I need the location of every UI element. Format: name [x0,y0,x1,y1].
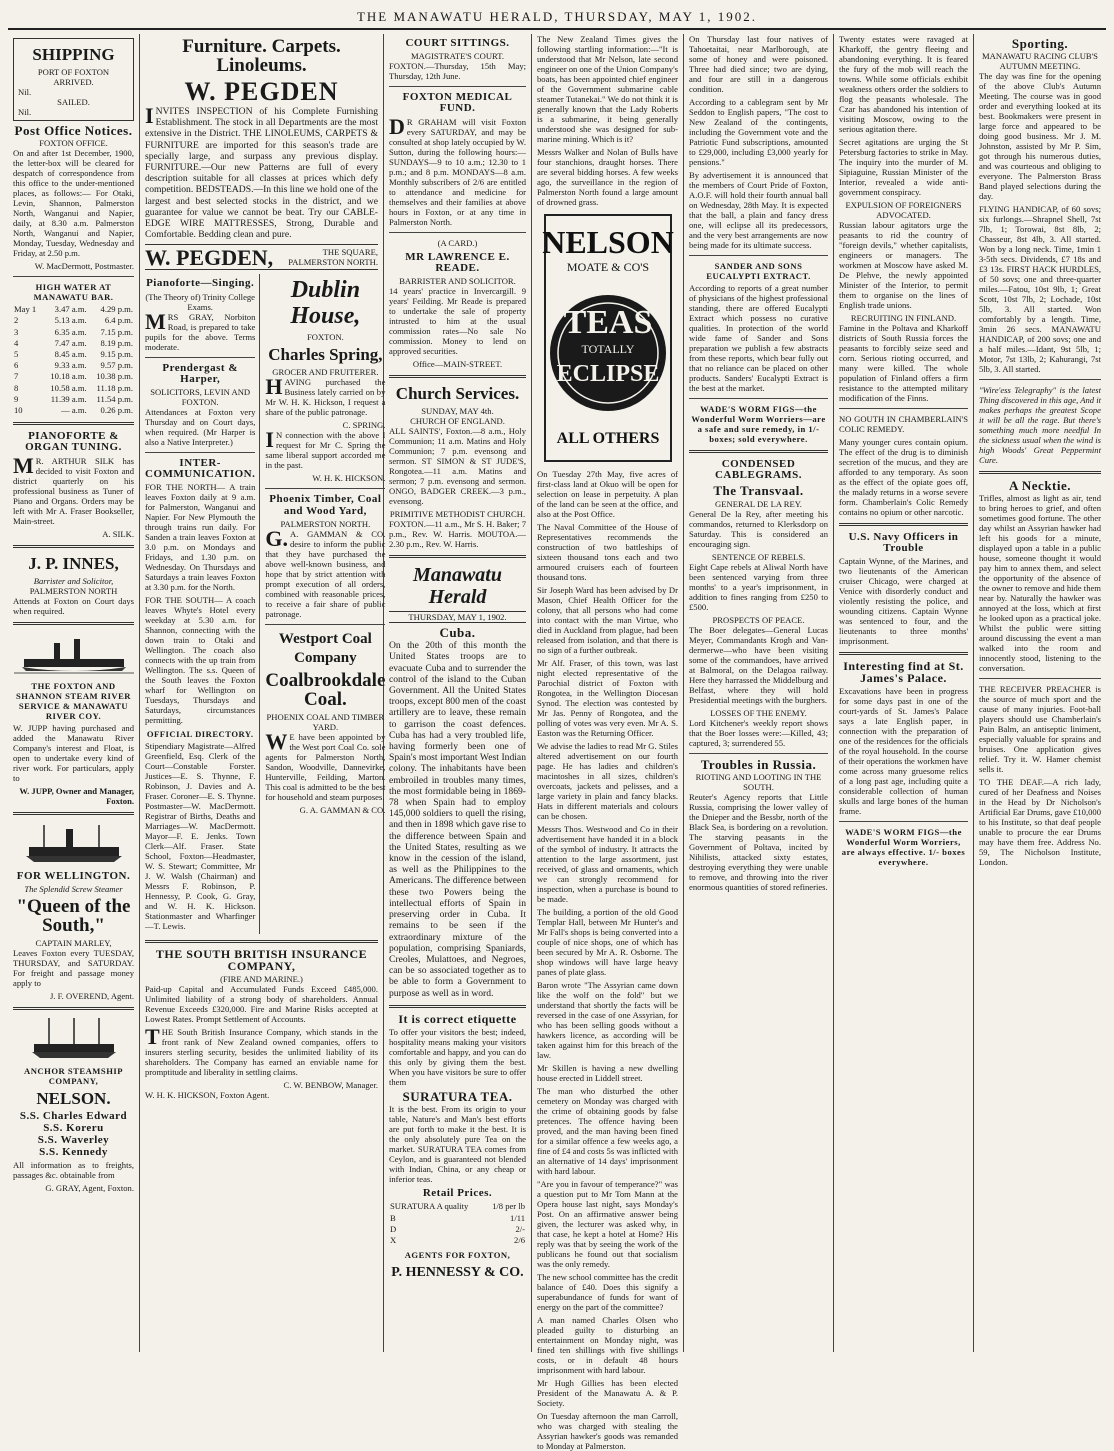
prendergast-body: Attendances at Foxton very Thursday and on Court days, when required. (Mr Harper is also a Native Interpreter.) [145,407,256,448]
losses-title: LOSSES OF THE ENEMY. [710,707,807,718]
medical-body: DR GRAHAM will visit Foxton every SATURDAY, and may be consulted at shop lately occupied by W. Sutton, during the following hours:— SUNDAYS—9 to 10 a.m.; 12.30 to 1 p.m.; and 8 p.m. MONDAYS—8 a.m. Monthly subscribers of 2/6 are entitled to attendance and medicine for themselves and their families at above hours in Foxton, or at any time in Palmerston North. [389,113,526,227]
tide-cell: 6.35 a.m. [54,326,87,337]
westport-body: WE have been appointed by the West port Coal Co. sole agents for Palmerston North, Sandon, Woodville, Dannevirke, Hunterville, Feilding, Marton. This coal is admitted to be the best for household and steam purposes. [265,728,386,802]
arrived-value: Nil. [18,87,32,97]
shipping-title: SHIPPING [32,45,115,64]
col6-body-2: Secret agitations are urging the St Petersburg factories to strike in May. The inquiry into the murder of M. Sipiaguine, Russian Minister of the Interior, revealed a wide anti-government conspiracy. [839,137,968,197]
singing-theory: (The Theory of) Trinity College Exams. [145,291,255,312]
finland-body: Famine in the Poltava and Kharkoff districts of South Russia forces the peasants to forcibly seize seed and corn. Serious rioting occurred, and many were killed. The whole population of Finland offers a firm resistance to the attempted military modification of the Finns. [839,323,968,403]
tide-row [13,327,134,338]
tide-cell: 10.58 a.m. [50,382,87,393]
court-sub: MAGISTRATE'S COURT. [410,51,505,62]
ship-name: S.S. Koreru [43,1122,104,1135]
prendergast-sub: SOLICITORS, LEVIN AND FOXTON. [150,387,251,408]
sailed-label: SAILED. [57,97,90,107]
tide-row [13,371,134,382]
tide-cell: May 1 [14,304,37,315]
innes-title: Barrister and Solicitor, [33,575,114,586]
wellington-steamer-icon [14,821,134,867]
col5-body-2: According to a cablegram sent by Mr Seddon to English papers, "The cost to New Zealand of the contingents, including the Government vote and the Patriotic Fund subscriptions, amounted to £29,000, including £3,000 yearly for pensions." [689,97,828,167]
col4-body-3: On Tuesday 27th May, five acres of first-class land at Okuo will be open for selection on lease in perpetuity. A plan of the land can be seen at the office, and also at the Post Office. [537,469,678,519]
steamer-intro: The Splendid Screw Steamer [24,883,123,894]
pegden-body: INVITES INSPECTION of his Complete Furnishing Establishment. The stock in all Departments are the most extensive in the District. THE LINOLEUMS, CARPETS & FURNITURE are imported for this season's trade are specially large, and surpass any previous display. FURNITURE.—Our new Patterns are full of every description suitable for all classes at prices which defy competition. BEDSTEADS.—In this line we hold one of the largest and best selected stocks in the district, and we guarantee for value we cannot be beat. Try our CABLE-EDGE WIRE MATTRESSES, Strong, Durable and Comfortable. Bedding clean and pure. [145,103,378,241]
ship-name: S.S. Waverley [37,1134,110,1147]
church-body: ALL SAINTS', Foxton.—8 a.m., Holy Communion; 11 a.m. Matins and Holy Communion; 7 p.m. evensong and sermon. ST SIMON & ST JUDE'S, Rongotea.—11 a.m. Matins and sermon; 7 p.m. evensong and sermon. ONGO, BADGER CREEK.—3 p.m., evensong. [389,426,526,507]
tide-cell: 7 [14,371,19,382]
col5-body-3: By advertisement it is announced that the members of Court Pride of Foxton, A.O.F. will hold their fourth annual ball on Wednesday, 28th May. It is expected that the ball, a plain and fancy dress one, will eclipse all its predecessors, and the very best arrangements are now being made for its ultimate success. [689,170,828,250]
tide-cell: 5 [14,349,19,360]
tide-cell: 0.26 p.m. [100,405,133,416]
tide-cell: 6.4 p.m. [104,315,133,326]
inter-body-south: FOR THE SOUTH— A coach leaves Whyte's Hotel every weekday at 5.30 a.m. for Shannon, connecting with the down train to Otaki and Wellington. The coach also connects with the up train from Wellington. The s.s. Queen of the South leaves the Foxton wharf for Wellington on Tuesdays, Thursdays and Saturdays, circumstances permitting. [145,595,256,726]
pegden-address: THE SQUARE, PALMERSTON NORTH. [288,247,378,268]
tide-cell: 9.15 p.m. [100,349,133,360]
tide-row [13,338,134,349]
col4-body-4: The Naval Committee of the House of Representatives recommends the construction of two battleships of sixteen thousand tons each and two armoured cruisers each of fourteen thousand tons. [537,522,678,582]
tide-cell: 9.57 p.m. [100,360,133,371]
meeting-body: The day was fine for the opening of the above Club's Autumn Meeting. The course was in good order and everything looked at its best. Bookmakers were present in large force and appeared to be doing good business. Mr J. M. Johnston, assisted by Mr P. Sim, got through his numerous duties, and was courteous and obliging to everyone. The Palmerston Brass Band played selections during the day. [979,71,1101,202]
nelson-teas: TEAS [563,304,652,341]
etiquette-title: It is correct etiquette [398,1011,517,1026]
col6-body-1: Twenty estates were ravaged at Kharkoff, the gentry fleeing and abandoning everything. It is feared the fury of the mob will reach the towns. While some officials exhibit weakness others order the soldiers to flog the peasants wholesale. The Czar has abandoned his intention of visiting Moscow, owing to the serious agitation there. [839,34,968,134]
expulsion-body: Russian labour agitators urge the peasants to rid the country of "foreign devils," whether capitalists, engineers or managers. The workmen at Moscow have asked M. De Plehve, the newly appointed Minister of the Interior, to permit them to organise on the lines of English trade unions. [839,220,968,310]
navy-title: U.S. Navy Officers in Trouble [848,531,959,555]
sanden-title: SANDER AND SONS EUCALYPTI EXTRACT. [706,261,811,281]
column-4 [532,34,684,1451]
sanden-body: According to reports of a great number of physicians of the highest professional standing, there are offered Eucalypti Extract which possess no curative qualities. In protection of the world wide fame of Sander and Sons preparation we publish a few abstracts from these reports, which bear fully out that no reliance can be placed on other products. Sanders' Eucalypti Extract is the best at the market. [689,283,828,393]
anchor-title: ANCHOR STEAMSHIP COMPANY, [24,1065,123,1086]
sporting-title: Sporting. [1011,36,1069,51]
paper-title: Manawatu Herald [413,564,502,609]
column-2 [140,34,384,1352]
nelson-brand: NELSON [541,224,674,260]
col4-body-2: Messrs Walker and Nolan of Bulls have four stanchions, draught horses. There are several bidding horses. A few weeks ago, the surveillance in the region of Palmerston North found a large amount of drowned grass. [537,147,678,207]
reade-office: Office—MAIN-STREET. [412,359,503,370]
finland-title: RECRUITING IN FINLAND. [850,313,957,323]
retail-cell: D [390,1223,397,1234]
hickson-body: IN connection with the above I request for Mr C. Spring the same liberal support accorded me in the past. [265,427,386,471]
col4-body-16: Mr Hugh Gillies has been elected President of the Manawatu A. & P. Society. [537,1378,678,1408]
tide-cell: 4 [14,337,19,348]
piano-tuning-title: PIANOFORTE & ORGAN TUNING. [25,430,122,454]
steamer-sign: J. F. OVEREND, Agent. [49,990,134,1001]
tide-cell: 10.38 p.m. [96,371,133,382]
col4-body-7: We advise the ladies to read Mr G. Stiles altered advertisement on our fourth page. He has ladies and children's macintoshes in all sizes, children's overcoats, jackets and pelisses, and a large variety in plain and fancy blacks. Hats in different materials and colours can be chosen. [537,741,678,821]
card-label: (A CARD.) [437,237,478,248]
chamberlain-body: Many younger cures contain opium. The effect of the drug is to diminish secretion of the mucus, and they are afforded to any temporary. As soon as the effect of the opiate goes off, the malady returns in a worse severe form. Chamberlain's Colic Remedy contains no opium or other narcotic. [839,437,968,517]
piano-tuning-body: MR. ARTHUR SILK has decided to visit Foxton and district quarterly on his professional business as Tuner of Piano and Organs. Orders may be left with Mr A. Fraser Bookseller, Main-street. [13,452,134,526]
pegden-signature: W. PEGDEN, [145,244,274,270]
navy-body: Captain Wynne, of the Marines, and two lieutenants of the American cruiser Chicago, were charged at Venice with disorderly conduct and violently resisting the police, and wounding citizens. Captain Wynne was sentenced to four, and the lieutenants to three months' imprisonment. [839,556,968,647]
ship-list [13,1111,134,1159]
tide-cell: 3.47 a.m. [54,304,87,315]
palace-body: Excavations have been in progress for some days past in one of the court-yards of St. James's Palace says a late English paper, in connection with the preparation of one of the residences for the officials of the royal household. In the course of their operations the workmen have come across many gruesome relics of a long past age, including quite a considerable collection of human skulls and large bones of the human frame. [839,685,968,816]
col5-body-1: On Thursday last four natives of Tahoetaitai, near Marlborough, ate some of honey and were poisoned. Three had died since; two are dying, and four are still in a dangerous condition. [689,34,828,94]
col4-body-11: Mr Skillen is having a new dwelling house erected in Liddell street. [537,1063,678,1083]
transvaal-title: The Transvaal. [713,483,804,499]
anchor-body: All information as to freights, passages &c. obtainable from [13,1159,134,1180]
column-3 [384,34,532,1352]
tide-cell: 8.19 p.m. [100,337,133,348]
col4-body-9: The building, a portion of the old Good Templar Hall, between Mr Hunter's and Mr Fall's shops is being converted into a couple of nice shops, one of which has been secured by Mr A. R. Osborne. The shop windows will have large heavy panes of plate glass. [537,907,678,977]
hickson-sign: W. H. K. HICKSON. [312,473,386,484]
retail-row [389,1235,526,1246]
port-label: PORT OF FOXTON [37,67,110,77]
suratura-title: SURATURA TEA. [402,1088,513,1104]
church-coe: CHURCH OF ENGLAND. [410,416,505,427]
wades-title-1: WADE'S WORM FIGS—the Wonderful Worm Worriers—are a safe and sure remedy, in 1/- boxes; sold everywhere. [691,404,826,444]
rioting-body: Reuter's Agency reports that Little Russia, comprising the lower valley of the Dnieper and the Bessbr, north of the Black Sea, is bordering on a revolution. The starving peasants in the Government of Poltava, incited by Nihilists, attacked sixty estates, destroying everything they were unable to remove, and throwing into the river enormous quantities of stored refineries. [689,791,828,892]
reade-sub: BARRISTER AND SOLICITOR. [399,276,516,287]
insurance-sub: (FIRE AND MARINE.) [220,973,303,984]
coalbrookdale-title: Coalbrookdale Coal. [265,669,386,710]
cuba-title: Cuba. [439,625,476,641]
tide-cell: 11.18 p.m. [96,382,133,393]
tide-cell: 7.47 a.m. [54,337,87,348]
agents-title: AGENTS FOR FOXTON, [404,1250,511,1261]
column-7 [974,34,1106,1352]
post-office: FOXTON OFFICE. [39,138,108,149]
losses-body: Lord Kitchener's weekly report shows that the Boer losses were:—Killed, 43; captured, 3; surrendered 55. [689,717,828,748]
chamberlain-title: NO GOUTH IN CHAMBERLAIN'S COLIC REMEDY. [839,414,968,434]
column-6 [834,34,974,1352]
insurance-title: THE SOUTH BRITISH INSURANCE COMPANY, [155,947,368,973]
masthead: THE MANAWATU HERALD, THURSDAY, MAY 1, 1902. [8,6,1106,30]
expulsion-title: EXPULSION OF FOREIGNERS ADVOCATED. [845,200,962,220]
insurance-sign: C. W. BENBOW, Manager. [283,1079,378,1090]
dublin-title: Dublin House, [290,277,361,330]
col4-body-14: The new school committee has the credit balance of £40. Does this signify a superabundance of funds for want of energy on the part of the committee? [537,1272,678,1312]
sentence-body: Eight Cape rebels at Aliwal North have been sentenced varying from three months' to a year's imprisonment, in addition to fines ranging from £250 to £500. [689,561,828,612]
etiquette-body: To offer your visitors the best; indeed, hospitality means making your visitors comfortable and happy, and you can do this only by giving them the best. When you have visitors be sure to offer them [389,1026,526,1087]
col4-body-17: On Tuesday afternoon the man Carroll, who was charged with stealing the Assyrian hawker's goods was remanded to Monday at Palmerston. [537,1411,678,1451]
insurance-agent: W. H. K. HICKSON, Foxton Agent. [145,1089,270,1100]
results-body: FLYING HANDICAP, of 60 sovs; six furlongs.—Shrapnel Shell, 7st 7lb, 1; Torowai, 8st 8lb, 2; Chasseur, 8st 4lb, 3. All started. Won by a long neck. Time, 1min 1 3-5th secs. Dividends, £7 18s and £3 13s. FIRST HACK HURDLES, of 50 sovs; one and three-quarter miles.—Fatou, 10st 9lb, 1; Great Scott, 10st 7lb, 2; Lochade, 10st 5lb, 3. All started. Won comfortably by a length. Time, 3min 26 secs. MANAWATU HANDICAP, of 200 sovs; one and a half miles.—Idant, 9st 5lb, 1; Motor, 7st 13lb, 2; Kahurangi, 7st 5lb, 3. All started. [979,204,1101,375]
retail-cell: SURATURA A quality [390,1201,469,1212]
nelson-all-others: ALL OTHERS [556,430,659,447]
innes-body: Attends at Foxton on Court days when required. [13,595,134,616]
ship-name: S.S. Kennedy [39,1146,108,1159]
tide-row [13,383,134,394]
phoenix-coal: PHOENIX COAL AND TIMBER YARD. [266,711,385,732]
troubles-title: Troubles in Russia. [700,756,817,772]
church-date: SUNDAY, MAY 4th. [421,406,494,417]
tide-row [13,360,134,371]
general-title: GENERAL DE LA REY. [715,498,802,509]
anchor-ship-icon [14,1016,134,1062]
tide-row [13,304,134,315]
general-body: General De la Rey, after meeting his commandos, returned to Klerksdorp on Saturday. This is considered an encouraging sign. [689,508,828,549]
steamer-name: "Queen of the South," [16,895,131,936]
palace-title: Interesting find at St. James's Palace. [843,659,964,685]
arrived-label: ARRIVED. [53,77,94,87]
necktie-body: Trifles, almost as light as air, tend to bring heroes to grief, and often sometimes good fortune. The other day whilst an Assyrian hawker had left his goods for a minute, displayed upon a table in a public house, someone thought it would pay him to annex them, and select the opportunity of the absence of the owner to remove and hide them near by. Naturally the hawker was annoyed at the loss, which at first he looked upon as a practical joke. Whilst the public were sitting around discussing the event a man walked into the room and innocently stood, listening to the conversation. [979,493,1101,674]
insurance-body-2: THE South British Insurance Company, which stands in the front rank of New Zealand owned companies, offers to insurers sterling security, besides the unlimited liability of its shareholders. The Company has earned an enviable name for promptitude and liberality in settling claims. [145,1023,378,1077]
prospects-body: The Boer delegates—General Lucas Meyer, Commandants Krogh and Van-dermerwe—who have been visiting some of the commandoes, have arrived at Balmoral, on the Delagoa railway. Here they harrassed the Middelburg and Belfast, where they will hold Presidential meetings with the burghers. [689,624,828,705]
nelson-tea-advert [543,213,673,463]
captain: CAPTAIN MARLEY, [35,937,112,948]
retail-cell: 2/6 [514,1234,525,1245]
inter-title: INTER-COMMUNICATION. [145,457,256,481]
retail-title: Retail Prices. [422,1187,493,1200]
post-title: Post Office Notices. [14,123,133,138]
tide-table [13,304,134,416]
col4-body-12: The man who disturbed the other cemetery on Monday was charged with the crime of obtaining goods by false pretences. The offence having been proved, and the man having been fined for a similar offence a few weeks ago, a fine of £4 and costs 5s was inflicted with an alternative of 14 days' imprisonment with hard labour. [537,1086,678,1176]
phoenix-title: Phoenix Timber, Coal and Wood Yard, [269,493,382,517]
insurance-body: Paid-up Capital and Accumulated Funds Exceed £485,000. Unlimited liability of a strong body of shareholders. Annual Revenue Exceeds £320,000. Fire and Marine Risks accepted at Lowest Rates. Prompt Settlement of Accounts. [145,983,378,1024]
reade-name: MR LAWRENCE E. READE. [405,250,510,274]
tide-cell: 7.15 p.m. [100,326,133,337]
col4-body-15: A man named Charles Olsen who pleaded guilty to disturbing an entertainment on Monday night, was fined ten shillings with five shillings costs, or in default 48 hours imprisonment with hard labour. [537,1315,678,1375]
tide-cell: 11.39 a.m. [50,393,87,404]
tide-cell: 8 [14,382,19,393]
tide-cell: 10 [14,405,23,416]
river-title: THE FOXTON AND SHANNON STEAM RIVER SERVICE & MANAWATU RIVER COY. [15,680,132,721]
col7-body-3: TO THE DEAF.—A rich lady, cured of her Deafness and Noises in the Head by Dr Nicholson's Artificial Ear Drums, gave £10,000 to his Institute, so that deaf people unable to procure the ear Drums may have them free. Address No. 59, The Nicholson Institute, London. [979,777,1101,868]
sentence-title: SENTENCE OF REBELS. [711,551,806,562]
westport-sign: G. A. GAMMAN & CO. [299,804,386,815]
court-body: FOXTON.—Thursday, 15th May; Thursday, 12th June. [389,61,526,82]
agents-name: P. HENNESSY & CO. [391,1265,524,1281]
col4-body-8: Messrs Thos. Westwood and Co in their advertisement have handed it in a block of the symbol of industry. It attracts the attention to the large assortment, just received, of glass and ornaments, which we can strongly recommend for inspection, when a purchase is bound to be made. [537,824,678,904]
tide-cell: 3 [14,326,19,337]
tide-cell: 8.45 a.m. [54,349,87,360]
ship-name: S.S. Charles Edward [19,1109,128,1122]
rioting-title: RIOTING AND LOOTING IN THE SOUTH. [695,771,822,792]
retail-cell: 1/11 [510,1212,525,1223]
retail-row [389,1224,526,1235]
nelson-makers: MOATE & CO'S [566,260,649,274]
col4-body-10: Baron wrote "The Assyrian came down like the wolf on the fold" but we understand that shortly the facts will be reversed in the case of one Assyrian, for who has been selling goods without a hawkers licence, as according will be taken against him for this breach of the law. [537,980,678,1060]
col4-body-6: Mr Alf. Fraser, of this town, was last night elected representative of the Parochial district of Foxton with Rongotea, in the Wellington Diocesan Synod. The election was contested by Mr Jas. Penny of Rongotea, and the polling of votes was very even. Mr A. S. Easton was the Returning Officer. [537,658,678,738]
spring-sign: C. SPRING. [342,420,386,431]
piano-tuning-sign: A. SILK. [102,528,134,539]
suratura-body: It is the best. From its origin to your table, Nature's and Man's best efforts are put forth to make it the best. It is the only absolutely pure Tea on the market. SURATURA TEA comes from Ceylon, and is guaranteed not blended with Indian, China, or any cheap or inferior teas. [389,1104,526,1185]
retail-row [389,1213,526,1224]
innes-name: J. P. INNES, [28,553,119,573]
inter-body: FOR THE NORTH— A train leaves Foxton daily at 9 a.m. for Palmerston, Wanganui and Napier. For New Plymouth the through trains run daily. For Sanden a train leaves Foxton at 3.0 p.m. on Mondays and Fridays, and 1.30 p.m. on Wednesday. On Thursdays and Saturdays a train leaves Foxton at 3.30 p.m. for the North. [145,482,256,593]
tide-cell: — a.m. [61,405,87,416]
tide-row [13,405,134,416]
anchor-sign: G. GRAY, Agent, Foxton. [45,1182,134,1193]
reade-body: 14 years' practice in Invercargill. 9 years' Feilding. Mr Reade is prepared to undertake the sale of property intrusted to him at the usual commission rates—No sale No commission. Money to lend on approved securities. [389,286,526,357]
col7-body-2: THE RECEIVER PREACHER is the source of much sport and the cause of many injuries. Foot-ball players should use Chamberlain's Pain Balm, an antiseptic liniment, especially valuable for sprains and bruises. One application gives relief. Try it. W. Hamer chemist sells it. [979,684,1101,775]
dublin-place: FOXTON. [306,332,344,343]
westport-title: Westport Coal Company [278,630,372,666]
anchor-nelson: NELSON. [36,1088,111,1108]
retail-row [389,1201,526,1212]
columns [8,34,1106,1451]
methodist-title: PRIMITIVE METHODIST CHURCH. [389,509,526,520]
necktie-title: A Necktie. [1008,478,1072,494]
condensed-title: CONDENSED CABLEGRAMS. [714,458,803,482]
tide-row [13,394,134,405]
retail-cell: X [390,1234,397,1245]
tide-row [13,349,134,360]
spring-trade: GROCER AND FRUITERER. [272,367,379,378]
col4-body-13: "Are you in favour of temperance?" was a question put to Mr Tom Mann at the Opera house last night, says Monday's Post. On an affirmative answer being given, the lecturer was asked why, in that case, he kept a hotel at Home? His reply was that by seeing the work of the publicans he found out that socialism was the only remedy. [537,1179,678,1269]
retail-cell: 1/8 per lb [492,1201,525,1212]
paper-date: THURSDAY, MAY 1, 1902. [389,611,526,623]
phoenix-place: PALMERSTON NORTH. [280,518,371,529]
medical-title: FOXTON MEDICAL FUND. [402,91,513,115]
wellington-title: FOR WELLINGTON. [16,869,131,882]
river-sign: W. JUPP, Owner and Manager, Foxton. [19,785,134,806]
nelson-totally: TOTALLY [581,342,634,356]
singing-body: MRS GRAY, Norbiton Road, is prepared to take pupils for the above. Terms moderate. [145,308,256,352]
singing-title: Pianoforte—Singing. [146,277,255,290]
tide-row [13,315,134,326]
tide-cell: 5.13 a.m. [54,315,87,326]
column-1 [8,34,140,1352]
col4-body-1: The New Zealand Times gives the following startling information:—"It is understood that Mr Nelson, late second engineer on one of the Union Company's boats, has been appointed chief engineer of the Government submarine cable steamer Tutanekai." We do not think it is generally known that the Lady Roberts is a submarine, it being generally understood she was designed for sub-marine mining. Which is it? [537,34,678,144]
verses: "Wire'ess Telegraphy" is the latest Thing discovered in this age, And it makes perhaps the greatest Scope it will be all the rage. But there's something much more needful In the sickness usual when the wind is high Woods' Great Peppermint Cure. [979,385,1101,466]
col4-body-5: Sir Joseph Ward has been advised by Dr Mason, Chief Health Officer for the colony, that all persons who had come into contact with the man Virtue, who died in Auckland from plague, had been released from isolation, and that there is no sign of a further outbreak. [537,585,678,655]
spring-body: HAVING purchased the Business lately carried on by Mr W. H. K. Hickson, I request a share of the public patronage. [265,374,386,418]
steamer-body: Leaves Foxton every TUESDAY, THURSDAY, and SATURDAY. For freight and passage money apply to [13,947,134,988]
retail-table [389,1201,526,1246]
retail-cell: B [390,1212,396,1223]
steamer-illustration-icon [14,631,134,677]
court-title: COURT SITTINGS. [405,37,510,49]
tide-cell: 11.54 p.m. [96,393,133,404]
meeting-title: MANAWATU RACING CLUB'S AUTUMN MEETING. [982,51,1098,72]
wades-title-2: WADE'S WORM FIGS—the Wonderful Worm Worriers, are always effective. 1/- boxes everywhere. [841,826,966,867]
innes-place: PALMERSTON NORTH [29,585,118,596]
retail-cell: 2/- [515,1223,525,1234]
church-title: Church Services. [395,384,520,404]
tide-cell: 10.18 a.m. [50,371,87,382]
nelson-eclipse: ECLIPSE [556,361,659,387]
tide-cell: 9.33 a.m. [54,360,87,371]
official-body: Stipendiary Magistrate—Alfred Greenfield, Esq. Clerk of the Court—Constable Forster. Justices—E. S. Thynne, F. Robinson, J. Davies and A. Fraser. Coroner—E. S. Thynne. Postmaster—W. MacDermott. Registrar of Births, Deaths and Marriages—W. MacDermott. Mayor—F. E. Jenks. Town Clerk—Alf. Fraser. State School, Foxton—Headmaster, W. S. Stewart; Committee, Mr J. W. Walsh (Chairman) and Messrs F. Robinson, P. Hennessy, P. Cook, G. Gray, and W. H. K. Hickson. Stationmaster and Wharfinger—T. Lewis. [145,741,256,932]
tide-cell: 4.29 p.m. [100,304,133,315]
official-title: OFFICIAL DIRECTORY. [146,729,254,740]
cuba-body: On the 20th of this month the United States troops are to evacuate Cuba and to surrender the control of the island to the Cuban Government. All the United States troops, except 800 men of the coast artillery are to leave, these remain to garrison the coast defences. Cuba has had a very troubled life, having formerly been one of Spain's most important West Indian colony. The inhabitants have been embroiled in troubles many times, the most formidable being in 1869-78 when Spain had to employ 145,000 soldiers to quell the rising, and then in 1898 which gave rise to the difference between Spain and the United States, resulting as we know in the cession of the island, as well as the Philippines to the Americans. The difference between these two Powers being the intellectual efforts of Spain in preserving order in Cuba. It remains to be seen if the extraordinary mixture of the population, comprising Spaniards, Creoles, Mulattoes, and Negroes, can be so associated together as to be able to form a Government to purpose as well as in word. [389,640,526,999]
furniture-title: Furniture. Carpets. Linoleums. [182,36,341,76]
column-5 [684,34,834,1352]
prospects-title: PROSPECTS OF PEACE. [712,614,805,625]
sailed-value: Nil. [18,107,32,117]
river-body: W. JUPP having purchased and added the Manawatu River Company's interest and Float, is open to undertake every kind of river work. For particulars, apply to [13,722,134,783]
methodist-body: FOXTON.—11 a.m., Mr S. H. Baker; 7 p.m., Rev. W. Harris. MOUTOA.—2.30 p.m., Rev. W. Harris. [389,519,526,550]
spring-name: Charles Spring, [268,345,383,365]
prendergast-title: Prendergast & Harper, [162,361,239,385]
tide-cell: 6 [14,360,19,371]
tide-cell: 9 [14,393,19,404]
pegden-name: W. PEGDEN [184,77,339,106]
tide-title: HIGH WATER AT MANAWATU BAR. [33,282,114,303]
tide-cell: 2 [14,315,19,326]
phoenix-body: G.A. GAMMAN & CO. desire to inform the public that they have purchased the above well-known business, and hope that by strict attention with prompt execution of all orders, combined with reasonable prices, to receive a fair share of public patronage. [265,525,386,619]
post-body: On and after 1st December, 1900, the letter-box will be cleared for despatch of correspondence from this office to the under-mentioned places, as follows:— For Otaki, Levin, Shannon, Palmerston North, Wanganui and Napier, daily, at 8.30 a.m. Palmerston North, Wanganui and Napier, Monday, Tuesday, Wednesday and Friday, at 2.50 p.m. [13,148,134,259]
postmaster: W. MacDermott, Postmaster. [34,261,134,272]
